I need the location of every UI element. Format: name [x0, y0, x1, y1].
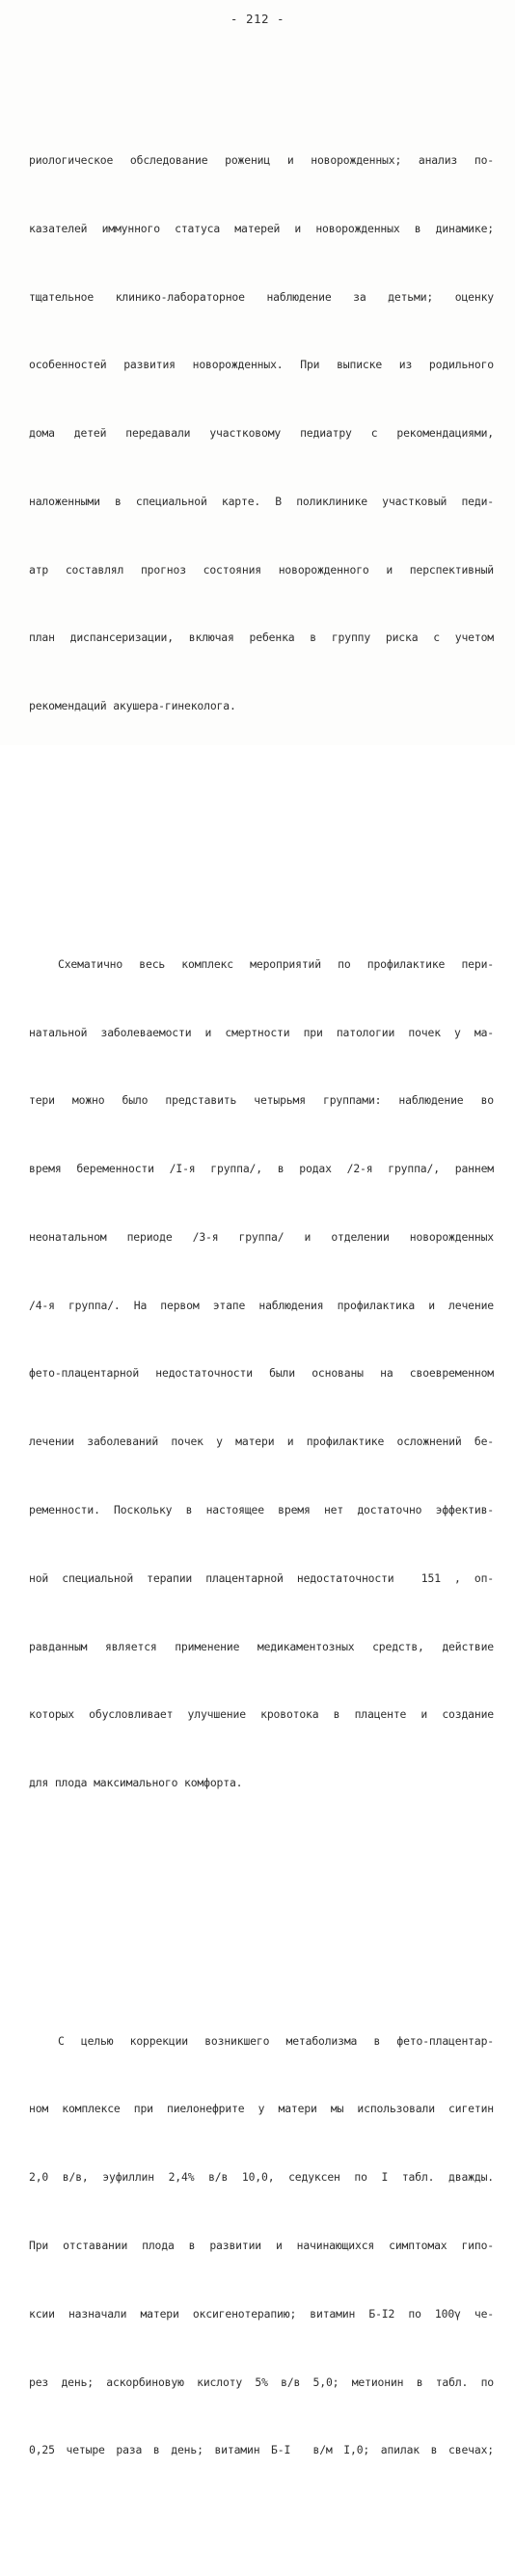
text-line: рекомендаций акушера-гинеколога.	[29, 699, 236, 713]
page-number: - 212 -	[230, 12, 285, 26]
text-line: тери можно было представить четырьмя группами: наблюдение во	[29, 1093, 494, 1108]
text-line: С целью коррекции возникшего метаболизма в фето-плацентар-	[58, 2033, 494, 2048]
text-line: время беременности /I-я группа/, в родах /2-я группа/, раннем	[29, 1162, 494, 1176]
text-line: казателей иммунного статуса матерей и новорожденных в динамике;	[29, 221, 494, 235]
text-line: ной специальной терапии плацентарной недостаточности 151 , оп-	[29, 1570, 494, 1585]
text-line: наложенными в специальной карте. В поликлинике участковый педи-	[29, 494, 494, 508]
text-line: рез день; аскорбиновую кислоту 5% в/в 5,0; метионин в табл. по	[29, 2375, 494, 2389]
text-line: атр составлял прогноз состояния новорожденного и перспективный	[29, 562, 494, 577]
text-line: дома детей передавали участковому педиатру с рекомендациями,	[29, 426, 494, 441]
text-line: ременности. Поскольку в настоящее время нет достаточно эффектив-	[29, 1503, 494, 1516]
text-line: 0,25 четыре раза в день; витамин Б-I в/м I,0; апилак в свечах;	[29, 2443, 494, 2457]
text-line: ном комплексе при пиелонефрите у матери мы использовали сигетин	[29, 2102, 494, 2116]
text-line: натальной заболеваемости и смертности при патологии почек у ма-	[29, 1025, 494, 1039]
text-line: которых обусловливает улучшение кровотока в плаценте и создание	[29, 1707, 494, 1722]
text-line: лечении заболеваний почек у матери и профилактике осложнений бе-	[29, 1435, 494, 1449]
text-line: особенностей развития новорожденных. При выписке из родильного	[29, 358, 494, 372]
text-line: план диспансеризации, включая ребенка в группу риска с учетом	[29, 631, 494, 645]
text-line: фето-плацентарной недостаточности были основаны на своевременном	[29, 1366, 494, 1381]
text-line: равданным является применение медикаментозных средств, действие	[29, 1639, 494, 1653]
text-line: 2,0 в/в, эуфиллин 2,4% в/в 10,0, седуксен по I табл. дважды.	[29, 2170, 494, 2185]
paragraph-3	[29, 1984, 494, 2508]
paragraph-2	[29, 908, 494, 1840]
text-line: неонатальном периоде /3-я группа/ и отделении новорожденных	[29, 1229, 494, 1244]
text-line: Схематично весь комплекс мероприятий по профилактике пери-	[58, 956, 494, 971]
text-line: /4-я группа/. На первом этапе наблюдения профилактика и лечение	[29, 1298, 494, 1312]
document-text	[29, 36, 494, 2576]
paragraph-1	[29, 104, 494, 764]
text-line: При отставании плода в развитии и начинающихся симптомах гипо-	[29, 2239, 494, 2252]
text-line: риологическое обследование рожениц и новорожденных; анализ по-	[29, 152, 494, 167]
text-line: тщательное клинико-лабораторное наблюдение за детьми; оценку	[29, 289, 494, 304]
text-line: для плода максимального комфорта.	[29, 1776, 243, 1790]
text-line: ксии назначали матери оксигенотерапию; витамин Б-I2 по 100γ че-	[29, 2306, 494, 2321]
